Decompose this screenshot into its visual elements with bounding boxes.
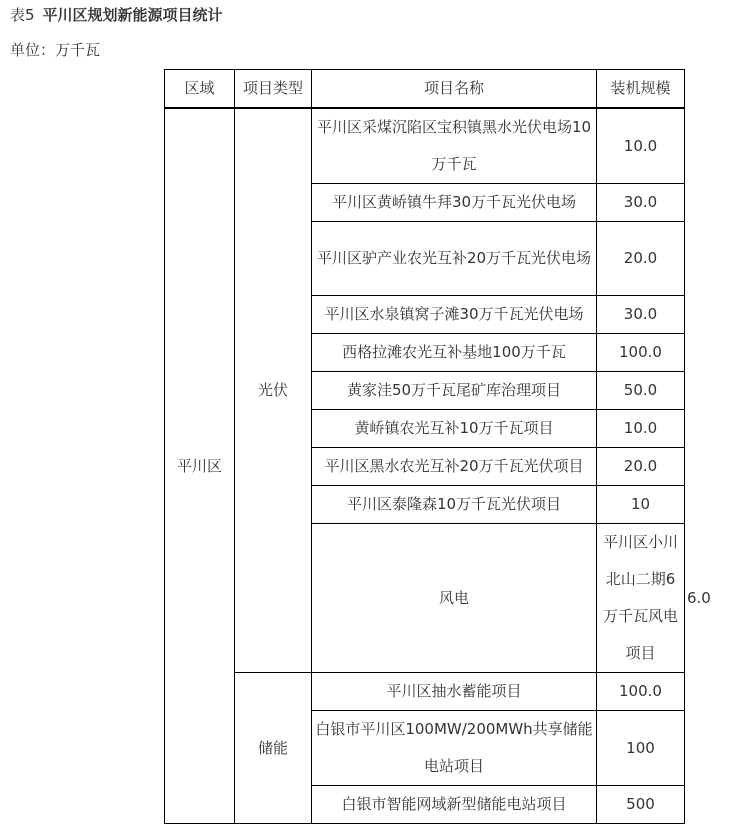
capacity-cell: 100.0 (597, 673, 685, 711)
table-caption (10, 4, 223, 26)
header-name: 项目名称 (312, 70, 597, 109)
table-row: 风电 平川区小川北山二期6万千瓦风电项目 6.0 (165, 524, 685, 673)
project-name-cell: 平川区抽水蓄能项目 (312, 673, 597, 711)
project-name-cell: 平川区小川北山二期6万千瓦风电项目 (597, 524, 685, 673)
project-name-cell: 平川区黑水农光互补20万千瓦光伏项目 (312, 448, 597, 486)
table-title: 平川区规划新能源项目统计 (42, 6, 223, 24)
project-name-cell: 西格拉滩农光互补基地100万千瓦 (312, 334, 597, 372)
capacity-cell: 50.0 (597, 372, 685, 410)
table-row (165, 108, 685, 184)
region-cell: 平川区 (165, 108, 235, 824)
capacity-cell: 30.0 (597, 184, 685, 222)
project-name-cell: 黄家洼50万千瓦尾矿库治理项目 (312, 372, 597, 410)
capacity-cell: 10.0 (597, 410, 685, 448)
header-row (165, 70, 685, 109)
capacity-cell: 10 (597, 486, 685, 524)
project-name-cell: 平川区驴产业农光互补20万千瓦光伏电场 (312, 222, 597, 296)
project-name-cell: 黄峤镇农光互补10万千瓦项目 (312, 410, 597, 448)
capacity-cell: 500 (597, 786, 685, 824)
header-region: 区域 (165, 70, 235, 109)
header-type: 项目类型 (235, 70, 312, 109)
type-cell-storage: 储能 (235, 673, 312, 824)
capacity-cell: 100.0 (597, 334, 685, 372)
capacity-cell: 100 (597, 711, 685, 786)
table-number: 表5 (10, 6, 35, 24)
project-name-cell: 平川区采煤沉陷区宝积镇黑水光伏电场10万千瓦 (312, 108, 597, 184)
capacity-cell: 10.0 (597, 108, 685, 184)
capacity-cell: 20.0 (597, 448, 685, 486)
project-name-cell: 白银市平川区100MW/200MWh共享储能电站项目 (312, 711, 597, 786)
type-cell-wind: 风电 (312, 524, 597, 673)
project-name-cell: 白银市智能网域新型储能电站项目 (312, 786, 597, 824)
type-cell-pv: 光伏 (235, 108, 312, 673)
header-capacity: 装机规模 (597, 70, 685, 109)
unit-label: 单位：万千瓦 (10, 41, 101, 59)
project-name-cell: 平川区黄峤镇牛拜30万千瓦光伏电场 (312, 184, 597, 222)
table-row (165, 673, 685, 711)
project-name-cell: 平川区水泉镇窝子滩30万千瓦光伏电场 (312, 296, 597, 334)
project-table (164, 69, 711, 824)
capacity-cell: 30.0 (597, 296, 685, 334)
project-name-cell: 平川区泰隆森10万千瓦光伏项目 (312, 486, 597, 524)
capacity-cell: 20.0 (597, 222, 685, 296)
